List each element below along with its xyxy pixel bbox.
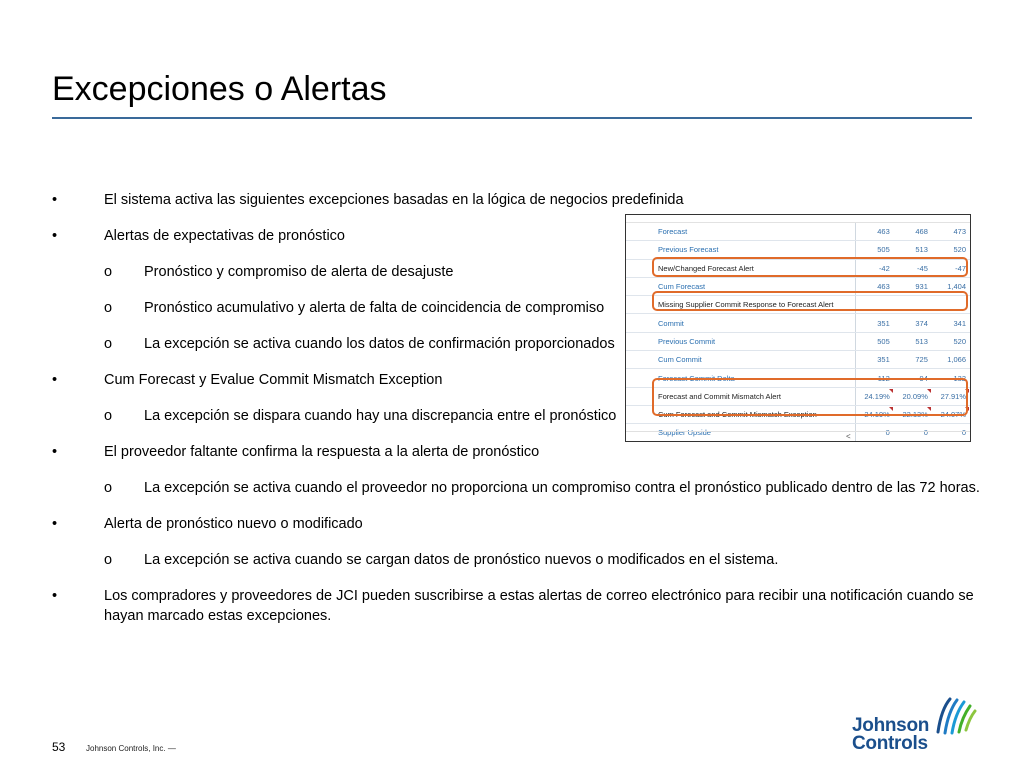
johnson-controls-swirl-icon [934, 696, 978, 736]
sub-bullet-item [52, 478, 982, 498]
bullet-item [52, 514, 982, 534]
table-row [626, 314, 970, 332]
cell: 725 [894, 351, 932, 369]
highlight-box-mismatch [652, 378, 968, 416]
cell: 24.19% [855, 405, 894, 423]
row-label: Cum Commit [626, 351, 855, 369]
cell: 463 [855, 223, 894, 241]
cell: -47 [932, 259, 970, 277]
cell: 505 [855, 332, 894, 350]
screenshot-header-strip [626, 215, 970, 223]
bullet-marker: • [52, 372, 58, 388]
row-label: Supplier Upside [626, 424, 855, 442]
sub-bullet-marker: o [104, 552, 113, 568]
cell: 505 [855, 241, 894, 259]
sub-bullet-marker: o [104, 480, 113, 496]
cell: 473 [932, 223, 970, 241]
table-row [626, 332, 970, 350]
bullet-text: El proveedor faltante confirma la respuesta a la alerta de pronóstico [104, 444, 540, 460]
bullet-text: Pronóstico y compromiso de alerta de desajuste [144, 264, 454, 280]
bullet-text: Alerta de pronóstico nuevo o modificado [104, 516, 363, 532]
cell: 20.09% [894, 387, 932, 405]
bullet-text: Cum Forecast y Evalue Commit Mismatch Exception [104, 372, 443, 388]
bullet-item [52, 586, 982, 626]
bullet-marker: • [52, 192, 58, 208]
row-label: Forecast [626, 223, 855, 241]
slide-title: Excepciones o Alertas [52, 70, 387, 108]
bullet-marker: • [52, 228, 58, 244]
highlight-box-missing-commit [652, 291, 968, 311]
page-number: 53 [52, 740, 66, 754]
row-label: Cum Forecast [626, 277, 855, 295]
cell: 520 [932, 241, 970, 259]
bullet-item [52, 190, 982, 210]
cell: 22.13% [894, 405, 932, 423]
bullet-text: El sistema activa las siguientes excepciones basadas en la lógica de negocios predefinida [104, 192, 684, 208]
row-label: Previous Commit [626, 332, 855, 350]
table-row [626, 351, 970, 369]
sub-bullet-marker: o [104, 336, 113, 352]
row-label: Previous Forecast [626, 241, 855, 259]
row-label: Forecast and Commit Mismatch Alert [626, 387, 855, 405]
cell: 0 [894, 424, 932, 442]
cell: -132 [932, 369, 970, 387]
row-label: Commit [626, 314, 855, 332]
row-label: Missing Supplier Commit Response to Forecast Alert [626, 296, 855, 314]
bullet-text: Alertas de expectativas de pronóstico [104, 228, 345, 244]
row-label: New/Changed Forecast Alert [626, 259, 855, 277]
cell: 1,066 [932, 351, 970, 369]
cell: -94 [894, 369, 932, 387]
cell: 468 [894, 223, 932, 241]
bullet-marker: • [52, 516, 58, 532]
cell: 513 [894, 332, 932, 350]
scroll-left-icon[interactable]: < [846, 432, 851, 441]
title-rule [52, 117, 972, 119]
sub-bullet-marker: o [104, 408, 113, 424]
sub-bullet-marker: o [104, 300, 113, 316]
cell: 351 [855, 351, 894, 369]
cell: 463 [855, 277, 894, 295]
embedded-screenshot [625, 214, 971, 442]
bullet-marker: • [52, 444, 58, 460]
cell: 27.91% [932, 387, 970, 405]
cell: 1,404 [932, 277, 970, 295]
bullet-text: La excepción se activa cuando el proveedor no proporciona un compromiso contra el pronóstico publicado dentro de las 72 horas. [144, 480, 980, 496]
footer-text: Johnson Controls, Inc. — [86, 744, 176, 753]
horizontal-scrollbar[interactable] [626, 431, 970, 441]
sub-bullet-marker: o [104, 264, 113, 280]
bullet-text: La excepción se activa cuando se cargan datos de pronóstico nuevos o modificados en el sistema. [144, 552, 779, 568]
cell: -112 [855, 369, 894, 387]
cell: -42 [855, 259, 894, 277]
cell: 24.07% [932, 405, 970, 423]
bullet-marker: • [52, 588, 58, 604]
bullet-item [52, 442, 982, 462]
highlight-box-new-changed [652, 257, 968, 277]
cell: -45 [894, 259, 932, 277]
bullet-text: Pronóstico acumulativo y alerta de falta de coincidencia de compromiso [144, 300, 605, 316]
logo-text-line2: Controls [852, 733, 928, 754]
cell: 374 [894, 314, 932, 332]
cell: 513 [894, 241, 932, 259]
sub-bullet-item [52, 550, 982, 570]
logo-text-line1: Johnson [852, 715, 930, 736]
cell: 931 [894, 277, 932, 295]
cell: 24.19% [855, 387, 894, 405]
table-row [626, 223, 970, 241]
bullet-text: Los compradores y proveedores de JCI pueden suscribirse a estas alertas de correo electrónico para recibir una notificación cuando se hayan marcado estas excepciones. [104, 588, 974, 624]
cell: 0 [855, 424, 894, 442]
cell: 341 [932, 314, 970, 332]
bullet-text: La excepción se dispara cuando hay una discrepancia entre el pronóstico [144, 408, 617, 424]
row-label: Forecast Commit Delta [626, 369, 855, 387]
cell: 0 [932, 424, 970, 442]
cell: 520 [932, 332, 970, 350]
johnson-controls-logo [848, 696, 978, 756]
bullet-text: La excepción se activa cuando los datos de confirmación proporcionados [144, 336, 615, 352]
cell: 351 [855, 314, 894, 332]
row-label: Cum Forecast and Commit Mismatch Exception [626, 405, 855, 423]
